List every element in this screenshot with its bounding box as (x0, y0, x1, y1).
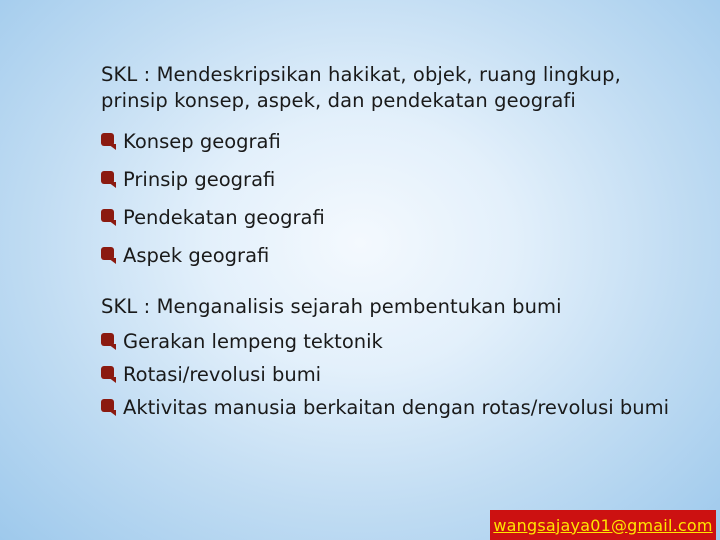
list-item (101, 198, 701, 236)
section-1-heading (101, 62, 701, 114)
q-box-bullet-icon (101, 333, 117, 350)
q-box-bullet-icon (101, 366, 117, 383)
list-item-text: Prinsip geografi (123, 167, 276, 191)
section-2-list (101, 325, 669, 424)
q-box-bullet-icon (101, 133, 117, 150)
list-item (101, 358, 669, 391)
list-item (101, 391, 669, 424)
list-item-text: Aktivitas manusia berkaitan dengan rotas/revolusi bumi (123, 396, 670, 419)
list-item (101, 325, 669, 358)
section-1-heading-line1: SKL : Mendeskripsikan hakikat, objek, ruang lingkup, (101, 63, 621, 86)
q-box-bullet-icon (101, 209, 117, 226)
list-item-text: Aspek geografi (123, 243, 270, 267)
list-item-text: Konsep geografi (123, 129, 281, 153)
list-item-text: Gerakan lempeng tektonik (123, 330, 383, 353)
section-1-heading-line2: prinsip konsep, aspek, dan pendekatan geografi (101, 89, 576, 112)
list-item-text: Rotasi/revolusi bumi (123, 363, 322, 386)
q-box-bullet-icon (101, 247, 117, 264)
slide-content (101, 62, 701, 419)
section-1-list (101, 122, 701, 274)
q-box-bullet-icon (101, 171, 117, 188)
section-2 (101, 294, 669, 424)
email-link[interactable]: wangsajaya01@gmail.com (493, 515, 713, 535)
section-2-heading: SKL : Menganalisis sejarah pembentukan bumi (101, 295, 562, 318)
list-item-text: Pendekatan geografi (123, 205, 325, 229)
list-item (101, 236, 701, 274)
q-box-bullet-icon (101, 399, 117, 416)
section-1 (101, 62, 701, 274)
list-item (101, 160, 701, 198)
list-item (101, 122, 701, 160)
email-footer (490, 510, 716, 540)
